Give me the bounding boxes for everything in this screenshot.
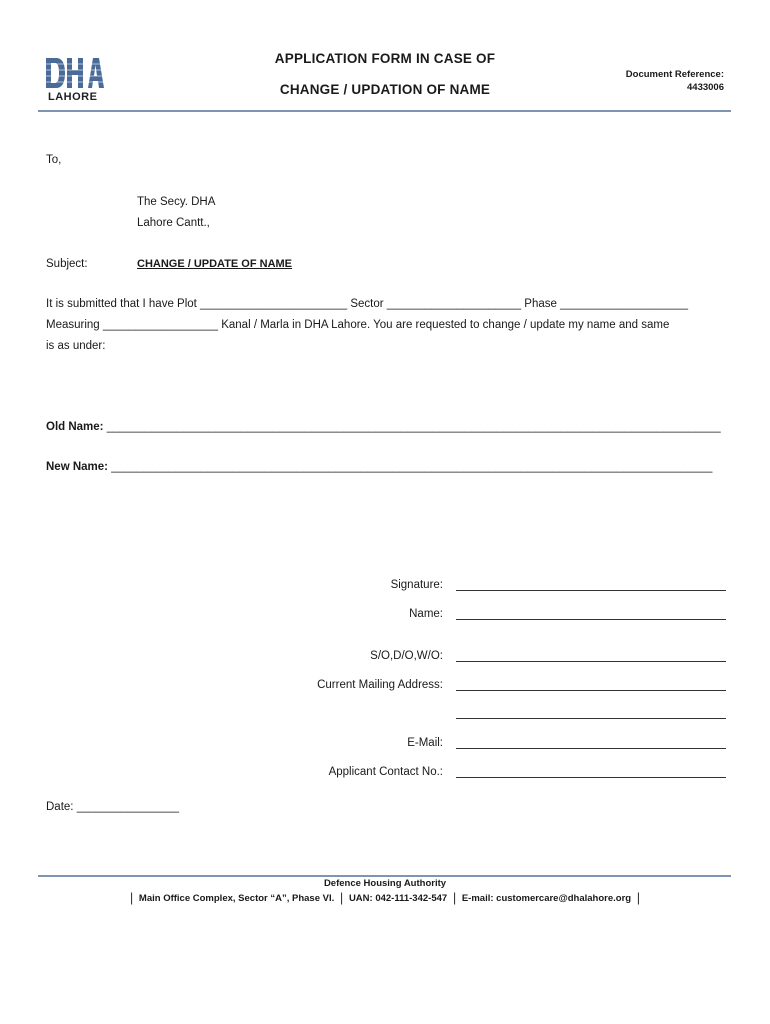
date-field[interactable]: ________________ (73, 801, 180, 813)
footer-contact-line (0, 889, 770, 904)
paragraph-line-plot[interactable]: It is submitted that I have Plot _______________________ Sector _____________________ Phase ____________________ (46, 298, 689, 310)
relation-label: S/O,D/O,W/O: (370, 650, 443, 662)
new-name-row (46, 457, 726, 477)
document-reference-value: 4433006 (687, 82, 724, 93)
form-title-line1: APPLICATION FORM IN CASE OF (274, 51, 496, 66)
old-name-label: Old Name: (46, 421, 104, 433)
recipient-line1: The Secy. DHA (137, 196, 216, 208)
paragraph-line-measuring[interactable]: Measuring __________________ Kanal / Marla in DHA Lahore. You are requested to change / update my name and same (46, 319, 670, 331)
applicant-name-field[interactable] (456, 619, 726, 620)
footer-uan: UAN: 042-111-342-547 (348, 893, 448, 904)
subject-label: Subject: (46, 258, 88, 270)
contact-number-label: Applicant Contact No.: (328, 766, 443, 778)
footer-email: E-mail: customercare@dhalahore.org (461, 893, 632, 904)
logo-subtext: LAHORE (48, 91, 98, 103)
footer-separator: | (452, 890, 457, 905)
document-reference (626, 68, 724, 94)
old-name-field[interactable]: ________________________________________________________________________________________________ (103, 421, 721, 433)
footer-separator: | (636, 890, 641, 905)
relation-field[interactable] (456, 661, 726, 662)
date-label: Date: (46, 801, 74, 813)
contact-number-field[interactable] (456, 777, 726, 778)
new-name-label: New Name: (46, 461, 108, 473)
header-divider (38, 110, 731, 112)
mailing-address-field[interactable] (456, 690, 726, 691)
document-reference-label: Document Reference: (625, 69, 724, 80)
recipient-line2: Lahore Cantt., (137, 217, 210, 229)
footer-separator: | (339, 890, 344, 905)
email-field[interactable] (456, 748, 726, 749)
footer-separator: | (129, 890, 134, 905)
mailing-address-field-line2[interactable] (456, 718, 726, 719)
email-label: E-Mail: (407, 737, 443, 749)
footer-office: Main Office Complex, Sector “A”, Phase VI. (138, 893, 335, 904)
mailing-address-label: Current Mailing Address: (317, 679, 443, 691)
paragraph-line-end: is as under: (46, 340, 106, 352)
old-name-row (46, 417, 726, 437)
form-title-line2: CHANGE / UPDATION OF NAME (279, 82, 491, 97)
footer-divider (38, 875, 731, 877)
signature-label: Signature: (390, 579, 443, 591)
new-name-field[interactable]: ______________________________________________________________________________________________ (108, 461, 713, 473)
date-row (46, 797, 179, 817)
signature-field[interactable] (456, 590, 726, 591)
salutation: To, (46, 154, 62, 166)
applicant-name-label: Name: (409, 608, 443, 620)
footer-organization: Defence Housing Authority (323, 878, 447, 889)
request-paragraph (46, 294, 736, 357)
subject-value: CHANGE / UPDATE OF NAME (137, 258, 293, 270)
